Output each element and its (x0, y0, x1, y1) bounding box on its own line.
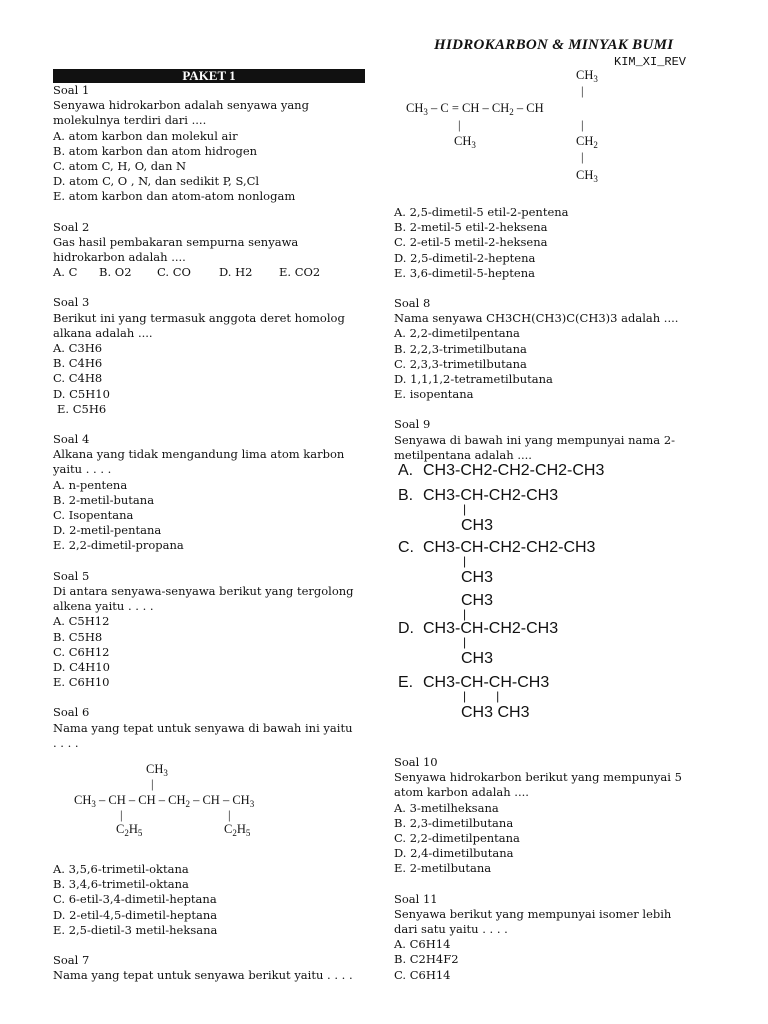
soal7-option-a: A. 2,5-dimetil-5 etil-2-pentena (394, 205, 569, 219)
soal1-option-e: E. atom karbon dan atom-atom nonlogam (53, 189, 296, 204)
soal6-option-b: B. 3,4,6-trimetil-oktana (53, 877, 189, 892)
soal7-option-c: C. 2-etil-5 metil-2-heksena (394, 235, 548, 250)
soal9-option-b-formula: CH3-CH-CH2-CH3 (423, 487, 559, 504)
soal8-label: Soal 8 (394, 296, 431, 311)
soal9-option-e-label: E. (398, 674, 414, 691)
soal10-question: Senyawa hidrokarbon berikut yang mempunyai 5 (394, 770, 682, 785)
right-column (394, 205, 678, 463)
soal5-option-c: C. C6H12 (53, 644, 110, 659)
soal2-option-b: B. O2 (99, 265, 132, 280)
soal7-main-chain: $CH_3$ – C = CH – $CH_2$ – CH (406, 101, 544, 117)
soal4-label: Soal 4 (53, 432, 90, 447)
soal9-option-c-formula: CH3-CH-CH2-CH2-CH3 (423, 539, 596, 556)
soal4-option-b: B. 2-metil-butana (53, 492, 155, 507)
left-column (53, 69, 365, 751)
soal3-option-b: B. C4H6 (53, 356, 103, 371)
soal9-option-d-formula: CH3-CH-CH2-CH3 (423, 620, 559, 637)
soal7-label: Soal 7 (53, 953, 90, 968)
soal5-option-e: E. C6H10 (53, 675, 110, 690)
soal9-option-e-branch: CH3 CH3 (461, 704, 530, 721)
soal4-option-a: A. n-pentena (53, 477, 128, 492)
soal3-question: Berikut ini yang termasuk anggota deret homolog (53, 310, 345, 325)
soal7-question: Nama yang tepat untuk senyawa berikut yaitu . . . . (53, 968, 353, 983)
soal9-question: Senyawa di bawah ini yang mempunyai nama 2- (394, 432, 676, 447)
soal6-structure: $CH_3$ | $CH_3$ – CH – CH – $CH_2$ – CH – $CH_3$ | | $C_2H_5$ $C_2H_5$ (74, 762, 255, 838)
soal2-question-cont: hidrokarbon adalah .... (53, 250, 186, 265)
soal11-question-cont: dari satu yaitu . . . . (394, 922, 508, 937)
soal8-option-e: E. isopentana (394, 387, 474, 402)
soal8-option-a: A. 2,2-dimetilpentana (394, 326, 520, 341)
soal9-option-a-label: A. (398, 462, 414, 479)
soal10-option-c: C. 2,2-dimetilpentana (394, 831, 520, 846)
soal3-option-c: C. C4H8 (53, 371, 103, 386)
soal4-question: Alkana yang tidak mengandung lima atom karbon (53, 447, 345, 462)
soal2-option-c: C. CO (157, 265, 191, 280)
soal11-label: Soal 11 (394, 891, 438, 906)
soal1-option-d: D. atom C, O , N, dan sedikit P, S,Cl (53, 174, 260, 189)
soal4-option-e: E. 2,2-dimetil-propana (53, 538, 184, 553)
soal11-option-a: A. C6H14 (394, 937, 451, 952)
soal6-question: Nama yang tepat untuk senyawa di bawah ini yaitu (53, 720, 353, 735)
soal1-option-c: C. atom C, H, O, dan N (53, 159, 187, 174)
soal2-options (53, 265, 365, 280)
soal8-option-d: D. 1,1,1,2-tetrametilbutana (394, 372, 553, 387)
soal2-label: Soal 2 (53, 219, 90, 234)
soal1-question-cont: molekulnya terdiri dari .... (53, 113, 207, 128)
soal7-option-e: E. 3,6-dimetil-5-heptena (394, 265, 535, 280)
soal10-option-b: B. 2,3-dimetilbutana (394, 815, 514, 830)
soal7-option-b: B. 2-metil-5 etil-2-heksena (394, 220, 548, 235)
soal3-option-e: E. C5H6 (57, 401, 107, 416)
soal2-option-a: A. C (53, 265, 78, 280)
soal8-option-c: C. 2,3,3-trimetilbutana (394, 356, 527, 371)
soal8-option-b: B. 2,2,3-trimetilbutana (394, 341, 527, 356)
soal10-option-a: A. 3-metilheksana (394, 800, 499, 815)
soal7-top-ch3: $CH_3$ (576, 68, 598, 84)
soal7-structure: $CH_3$ | $CH_3$ – C = CH – $CH_2$ – CH | | $CH_3$ $CH_2$ | $CH_3$ (406, 68, 598, 184)
soal5-question-cont: alkena yaitu . . . . (53, 599, 154, 614)
soal10-label: Soal 10 (394, 755, 438, 769)
soal6-option-d: D. 2-etil-4,5-dimetil-heptana (53, 907, 218, 922)
soal7-option-d: D. 2,5-dimetil-2-heptena (394, 250, 536, 265)
soal9-option-b-branch: CH3 (461, 517, 494, 534)
soal5-option-b: B. C5H8 (53, 629, 103, 644)
soal5-option-d: D. C4H10 (53, 659, 110, 674)
document-title: HIDROKARBON & MINYAK BUMI (434, 37, 674, 53)
soal5-question: Di antara senyawa-senyawa berikut yang tergolong (53, 583, 354, 598)
soal10-option-e: E. 2-metilbutana (394, 861, 492, 876)
soal11-option-c: C. C6H14 (394, 967, 451, 982)
soal9-options: A. CH3-CH2-CH2-CH2-CH3 B. CH3-CH-CH2-CH3 | CH3 C. CH3-CH-CH2-CH2-CH3 | CH3 CH3 | D. CH3-CH-CH2-CH3 | CH3 E. CH3-CH-CH-CH3 | | CH3 CH3 (398, 462, 605, 721)
soal6-option-e: E. 2,5-dietil-3 metil-heksana (53, 922, 218, 937)
soal9-option-d-label: D. (398, 620, 414, 637)
soal6-option-c: C. 6-etil-3,4-dimetil-heptana (53, 892, 217, 907)
soal1-option-a: A. atom karbon dan molekul air (53, 128, 238, 143)
soal6-question-cont: . . . . (53, 735, 79, 750)
soal9-option-a-formula: CH3-CH2-CH2-CH2-CH3 (423, 462, 605, 479)
soal1-option-b: B. atom karbon dan atom hidrogen (53, 143, 258, 158)
left-column-lower (53, 862, 353, 983)
soal6-ethyl-left: $C_2H_5$ (116, 822, 143, 838)
right-column-lower (394, 755, 682, 983)
soal4-question-cont: yaitu . . . . (53, 462, 112, 477)
soal11-option-b: B. C2H4F2 (394, 952, 459, 967)
soal1-question: Senyawa hidrokarbon adalah senyawa yang (53, 98, 309, 113)
soal9-option-c-branch: CH3 (461, 569, 494, 586)
soal10-option-d: D. 2,4-dimetilbutana (394, 846, 514, 861)
soal1-label: Soal 1 (53, 83, 90, 97)
soal5-label: Soal 5 (53, 568, 90, 583)
soal6-main-chain: $CH_3$ – CH – CH – $CH_2$ – CH – $CH_3$ (74, 793, 255, 809)
soal6-ethyl-right: $C_2H_5$ (224, 822, 251, 838)
soal2-question: Gas hasil pembakaran sempurna senyawa (53, 234, 299, 249)
soal9-option-c-label: C. (398, 539, 414, 556)
soal6-label: Soal 6 (53, 705, 90, 720)
soal4-option-c: C. Isopentana (53, 508, 134, 523)
soal7-bottom-ch3: $CH_3$ (576, 168, 598, 184)
soal7-ch2: $CH_2$ (576, 134, 598, 150)
soal3-question-cont: alkana adalah .... (53, 325, 153, 340)
soal3-option-d: D. C5H10 (53, 386, 110, 401)
soal4-option-d: D. 2-metil-pentana (53, 523, 162, 538)
soal9-question-cont: metilpentana adalah .... (394, 447, 532, 462)
soal6-branch-ch3: $CH_3$ (146, 762, 168, 778)
soal11-question: Senyawa berikut yang mempunyai isomer lebih (394, 906, 672, 921)
soal10-question-cont: atom karbon adalah .... (394, 785, 529, 800)
soal3-option-a: A. C3H6 (53, 341, 103, 356)
paket-banner: PAKET 1 (53, 69, 365, 83)
soal9-label: Soal 9 (394, 417, 431, 432)
document-code: KIM_XI_REV (614, 55, 687, 69)
soal9-option-e-formula: CH3-CH-CH-CH3 (423, 674, 550, 691)
soal6-option-a: A. 3,5,6-trimetil-oktana (53, 862, 189, 876)
soal8-question: Nama senyawa CH3CH(CH3)C(CH3)3 adalah .... (394, 311, 679, 326)
soal5-option-a: A. C5H12 (53, 614, 110, 629)
soal2-option-d: D. H2 (219, 265, 253, 280)
soal9-option-d-branch: CH3 (461, 650, 494, 667)
soal9-option-b-label: B. (398, 487, 414, 504)
soal9-option-d-top: CH3 (461, 592, 494, 609)
soal7-left-ch3: $CH_3$ (454, 134, 476, 150)
soal3-label: Soal 3 (53, 295, 90, 310)
soal2-option-e: E. CO2 (279, 265, 321, 280)
